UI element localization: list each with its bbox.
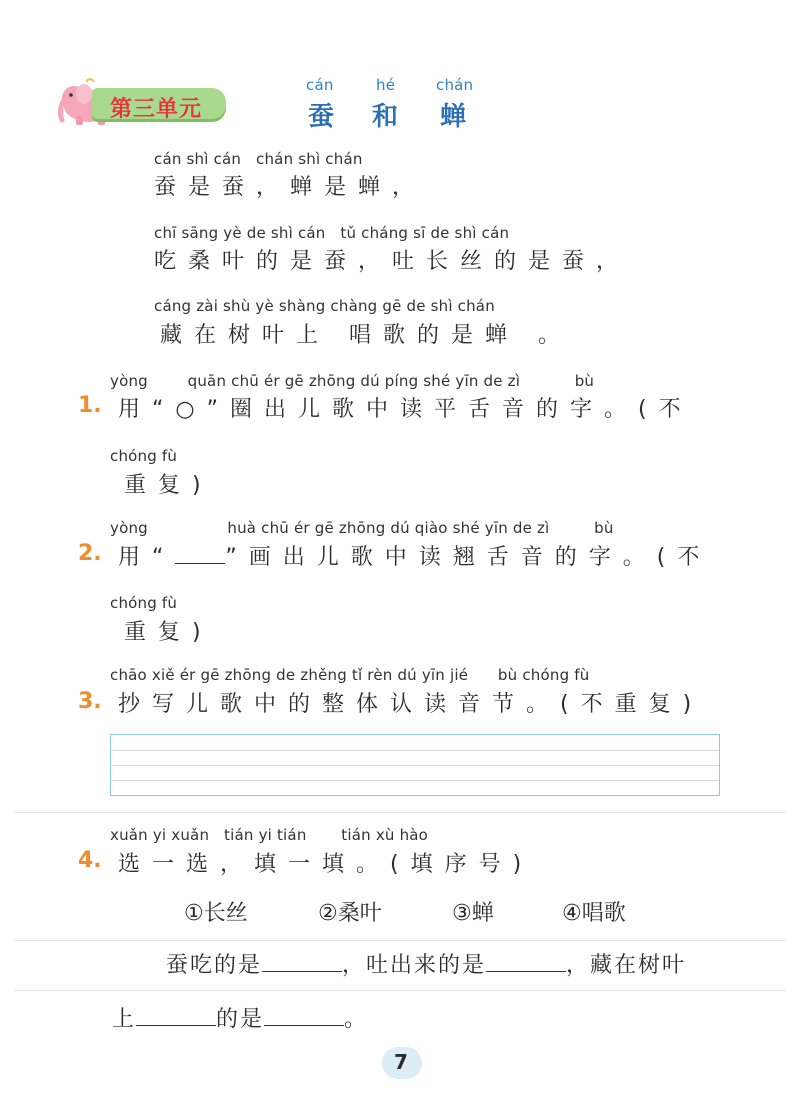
poem-line-2-text: 吃桑叶的是蚕，吐长丝的是蚕， [154,249,631,274]
fill-line-2: 上 的是 。 [112,1002,368,1033]
option-3: ③蝉 [452,901,494,926]
divider [14,812,786,813]
q4-number: 4. [78,848,102,873]
q1-text: 用“○”圈出儿歌中读平舌音的字。(不 [118,397,693,422]
poem-line-3-pinyin: cáng zài shù yè shàng chàng gē de shì chán [154,297,495,315]
q1-text-2: 重复) [124,473,213,498]
poem-line-3-text: 藏在树叶上 唱歌的是蝉 。 [160,323,572,348]
q2-text: 用“ ”画出儿歌中读翘舌音的字。(不 [118,540,711,571]
q2-text-2: 重复) [124,620,213,645]
q4-pinyin: xuǎn yi xuǎn tián yi tián tián xù hào [110,826,429,844]
option-1: ①长丝 [184,901,248,926]
divider-2 [14,940,786,941]
q2-number: 2. [78,541,102,566]
fill-blank-4[interactable] [264,1003,344,1026]
title-pinyin-3: chán [436,76,474,94]
option-2: ②桑叶 [318,901,382,926]
fill-blank-1[interactable] [262,949,342,972]
poem-line-2-pinyin: chī sāng yè de shì cán tǔ cháng sī de shì cán [154,224,510,242]
q3-pinyin: chāo xiě ér gē zhōng de zhěng tǐ rèn dú yīn jié bù chóng fù [110,666,590,684]
fill-blank-3[interactable] [136,1003,216,1026]
q2-pinyin-2: chóng fù [110,594,178,612]
page-number: 7 [394,1050,408,1074]
title-char-1: 蚕 [308,102,335,132]
title-pinyin-2: hé [376,76,396,94]
fill-blank-2[interactable] [486,949,566,972]
q1-pinyin: yòng quān chū ér gē zhōng dú píng shé yīn de zì bù [110,372,595,390]
q2-underline-sample [175,541,225,564]
fill-line-1: 蚕吃的是 ，吐出来的是 ，藏在树叶 [166,948,686,979]
poem-line-1-text: 蚕是蚕，蝉是蝉， [154,175,427,200]
q2-pinyin: yòng huà chū ér gē zhōng dú qiào shé yīn de zì bù [110,519,614,537]
q3-number: 3. [78,689,102,714]
option-4: ④唱歌 [562,901,626,926]
q4-text: 选一选，填一填。(填序号) [118,852,534,877]
title-pinyin-1: cán [306,76,334,94]
title-char-3: 蝉 [440,102,467,132]
unit-label: 第三单元 [110,97,203,122]
divider-3 [14,990,786,991]
title-char-2: 和 [372,102,399,132]
q1-number: 1. [78,393,102,418]
q1-pinyin-2: chóng fù [110,447,178,465]
poem-line-1-pinyin: cán shì cán chán shì chán [154,150,363,168]
q3-text: 抄写儿歌中的整体认读音节。(不重复) [118,692,704,717]
writing-box[interactable] [110,734,720,796]
